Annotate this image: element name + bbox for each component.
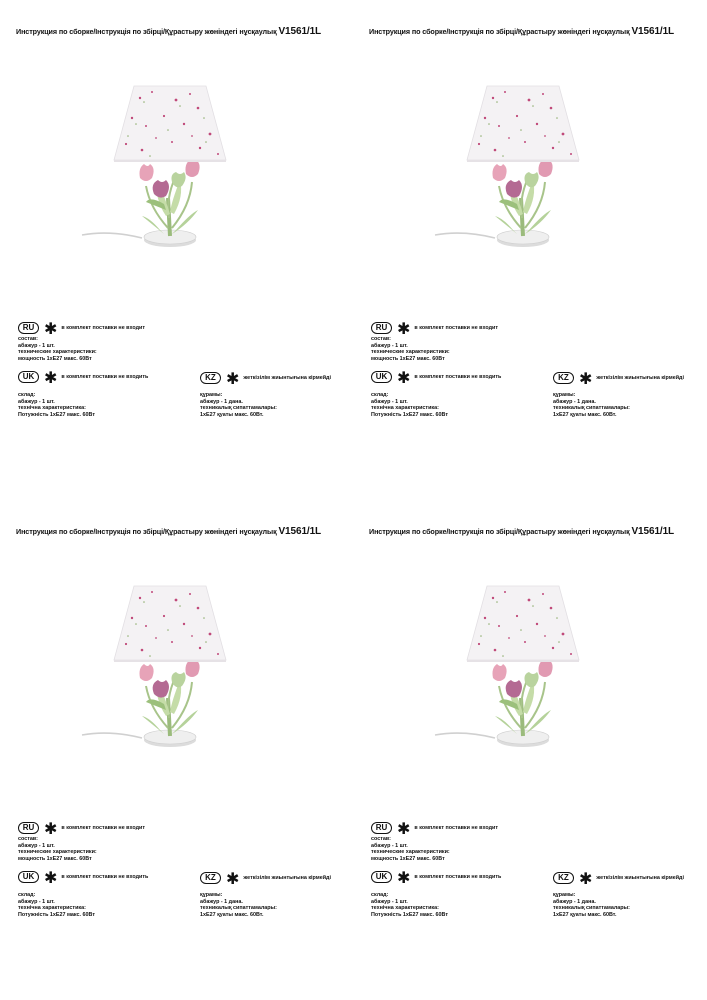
asterisk-icon: ✱ — [579, 371, 593, 388]
asterisk-icon: ✱ — [397, 870, 411, 887]
kz-line: құрамы: — [200, 392, 223, 398]
ru-note: в комплект поставки не входит — [414, 825, 498, 831]
ru-badge: RU — [18, 822, 39, 834]
kz-legend — [200, 871, 331, 888]
ru-legend — [371, 821, 498, 838]
title-text: Инструкция по сборке/Інструкція по збірці/Құрастыру жөніндегі нұсқаулық — [16, 527, 277, 536]
kz-line: техникалық сипаттамалары: — [553, 405, 630, 412]
uk-line: Потужність 1хЕ27 макс. 60Вт — [371, 411, 448, 418]
asterisk-icon: ✱ — [579, 871, 593, 888]
uk-spec-block — [371, 392, 448, 418]
uk-line: склад: — [371, 392, 389, 398]
kz-line: абажур - 1 дана. — [200, 398, 243, 405]
uk-line: Потужність 1хЕ27 макс. 60Вт — [18, 411, 95, 418]
kz-spec-block — [553, 392, 630, 418]
kz-line: техникалық сипаттамалары: — [553, 905, 630, 912]
asterisk-icon: ✱ — [44, 870, 58, 887]
kz-line: техникалық сипаттамалары: — [200, 405, 277, 412]
ru-badge: RU — [371, 322, 392, 334]
kz-badge: KZ — [200, 372, 221, 384]
ru-line: технические характеристики: — [371, 349, 450, 356]
model-code: V1561/1L — [278, 26, 322, 37]
asterisk-icon: ✱ — [226, 371, 240, 388]
uk-legend — [18, 370, 149, 387]
kz-line: 1хЕ27 қуаты макс. 60Вт. — [553, 411, 617, 418]
uk-spec-block — [18, 392, 95, 418]
instruction-title — [16, 526, 321, 537]
model-code: V1561/1L — [631, 526, 675, 537]
uk-badge: UK — [371, 871, 392, 883]
ru-line: абажур - 1 шт. — [18, 842, 55, 849]
instruction-card — [353, 500, 698, 990]
model-code: V1561/1L — [631, 26, 675, 37]
kz-spec-block — [200, 392, 277, 418]
kz-badge: KZ — [200, 872, 221, 884]
asterisk-icon: ✱ — [44, 321, 58, 338]
kz-spec-block — [200, 892, 277, 918]
uk-badge: UK — [371, 371, 392, 383]
asterisk-icon: ✱ — [397, 821, 411, 838]
asterisk-icon: ✱ — [44, 370, 58, 387]
kz-spec-block — [553, 892, 630, 918]
instruction-title — [369, 26, 674, 37]
ru-legend — [18, 821, 145, 838]
kz-legend — [200, 371, 331, 388]
ru-line: абажур - 1 шт. — [18, 342, 55, 349]
kz-badge: KZ — [553, 372, 574, 384]
ru-line: мощность 1хЕ27 макс. 60Вт — [18, 855, 92, 862]
instruction-card — [0, 500, 345, 990]
ru-line: абажур - 1 шт. — [371, 842, 408, 849]
uk-line: технічна характеристика: — [18, 905, 86, 912]
uk-note: в комплект поставки не входить — [61, 874, 149, 880]
product-photo — [433, 78, 613, 258]
uk-spec-block — [18, 892, 95, 918]
ru-line: мощность 1хЕ27 макс. 60Вт — [371, 855, 445, 862]
ru-line: абажур - 1 шт. — [371, 342, 408, 349]
asterisk-icon: ✱ — [44, 821, 58, 838]
kz-line: құрамы: — [553, 892, 576, 898]
uk-line: абажур - 1 шт. — [371, 898, 408, 905]
asterisk-icon: ✱ — [397, 321, 411, 338]
uk-line: абажур - 1 шт. — [371, 398, 408, 405]
kz-line: 1хЕ27 қуаты макс. 60Вт. — [200, 411, 264, 418]
product-photo — [80, 78, 260, 258]
instruction-card — [353, 0, 698, 490]
ru-line: состав: — [371, 836, 391, 842]
uk-line: склад: — [18, 892, 36, 898]
asterisk-icon: ✱ — [226, 871, 240, 888]
ru-spec-block — [18, 836, 97, 862]
ru-line: технические характеристики: — [371, 849, 450, 856]
title-text: Инструкция по сборке/Інструкція по збірці/Құрастыру жөніндегі нұсқаулық — [16, 27, 277, 36]
instruction-card — [0, 0, 345, 490]
ru-spec-block — [371, 336, 450, 362]
instruction-title — [16, 26, 321, 37]
kz-note: жеткізілім жиынтығына кірмейді — [243, 375, 331, 381]
kz-line: 1хЕ27 қуаты макс. 60Вт. — [553, 911, 617, 918]
ru-line: состав: — [18, 336, 38, 342]
kz-line: абажур - 1 дана. — [553, 898, 596, 905]
uk-legend — [18, 870, 149, 887]
kz-line: құрамы: — [200, 892, 223, 898]
uk-line: технічна характеристика: — [18, 405, 86, 412]
kz-note: жеткізілім жиынтығына кірмейді — [243, 875, 331, 881]
ru-line: состав: — [18, 836, 38, 842]
uk-note: в комплект поставки не входить — [414, 874, 502, 880]
uk-legend — [371, 370, 502, 387]
kz-note: жеткізілім жиынтығына кірмейді — [596, 375, 684, 381]
uk-line: технічна характеристика: — [371, 905, 439, 912]
ru-spec-block — [371, 836, 450, 862]
ru-line: технические характеристики: — [18, 849, 97, 856]
ru-badge: RU — [371, 822, 392, 834]
uk-line: склад: — [18, 392, 36, 398]
ru-line: технические характеристики: — [18, 349, 97, 356]
uk-legend — [371, 870, 502, 887]
uk-line: абажур - 1 шт. — [18, 898, 55, 905]
uk-note: в комплект поставки не входить — [61, 374, 149, 380]
uk-line: склад: — [371, 892, 389, 898]
uk-badge: UK — [18, 371, 39, 383]
ru-line: мощность 1хЕ27 макс. 60Вт — [18, 355, 92, 362]
kz-line: 1хЕ27 қуаты макс. 60Вт. — [200, 911, 264, 918]
kz-legend — [553, 871, 684, 888]
uk-spec-block — [371, 892, 448, 918]
kz-badge: KZ — [553, 872, 574, 884]
ru-note: в комплект поставки не входит — [61, 325, 145, 331]
kz-note: жеткізілім жиынтығына кірмейді — [596, 875, 684, 881]
instruction-title — [369, 526, 674, 537]
model-code: V1561/1L — [278, 526, 322, 537]
uk-note: в комплект поставки не входить — [414, 374, 502, 380]
title-text: Инструкция по сборке/Інструкція по збірці/Құрастыру жөніндегі нұсқаулық — [369, 527, 630, 536]
asterisk-icon: ✱ — [397, 370, 411, 387]
kz-line: абажур - 1 дана. — [553, 398, 596, 405]
product-photo — [433, 578, 613, 758]
product-photo — [80, 578, 260, 758]
kz-legend — [553, 371, 684, 388]
ru-line: состав: — [371, 336, 391, 342]
ru-note: в комплект поставки не входит — [414, 325, 498, 331]
uk-line: абажур - 1 шт. — [18, 398, 55, 405]
uk-badge: UK — [18, 871, 39, 883]
uk-line: Потужність 1хЕ27 макс. 60Вт — [371, 911, 448, 918]
title-text: Инструкция по сборке/Інструкція по збірці/Құрастыру жөніндегі нұсқаулық — [369, 27, 630, 36]
kz-line: техникалық сипаттамалары: — [200, 905, 277, 912]
ru-note: в комплект поставки не входит — [61, 825, 145, 831]
ru-legend — [18, 321, 145, 338]
kz-line: абажур - 1 дана. — [200, 898, 243, 905]
ru-badge: RU — [18, 322, 39, 334]
ru-line: мощность 1хЕ27 макс. 60Вт — [371, 355, 445, 362]
uk-line: Потужність 1хЕ27 макс. 60Вт — [18, 911, 95, 918]
uk-line: технічна характеристика: — [371, 405, 439, 412]
ru-spec-block — [18, 336, 97, 362]
kz-line: құрамы: — [553, 392, 576, 398]
ru-legend — [371, 321, 498, 338]
